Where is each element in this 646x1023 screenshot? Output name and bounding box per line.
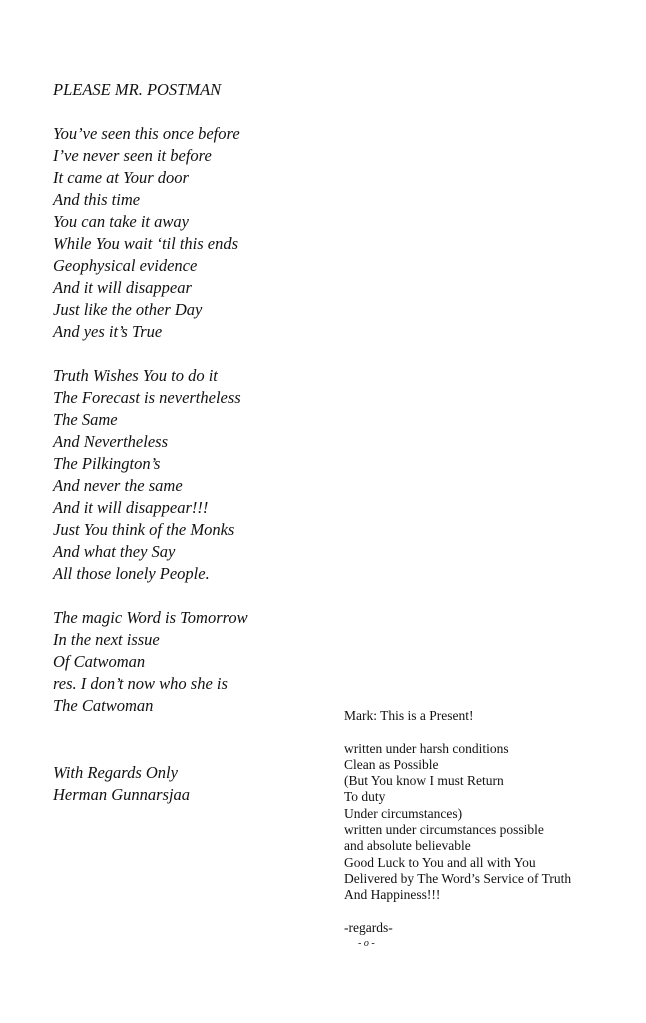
poem-line: Just You think of the Monks — [53, 520, 235, 539]
poem-line: Truth Wishes You to do it — [53, 366, 218, 385]
poem-line: In the next issue — [53, 630, 160, 649]
poem-title: PLEASE MR. POSTMAN — [53, 80, 222, 99]
poem-stanza-2 — [53, 365, 353, 585]
poem-line: The magic Word is Tomorrow — [53, 608, 248, 627]
poem-line: And yes it’s True — [53, 322, 163, 341]
poem-line: All those lonely People. — [53, 564, 210, 583]
note-line: written under circumstances possible — [344, 822, 544, 838]
poem-line: I’ve never seen it before — [53, 146, 212, 165]
note-line: Clean as Possible — [344, 756, 439, 772]
signoff-line: With Regards Only — [53, 763, 178, 782]
note-closing: -regards- — [344, 919, 393, 935]
poem-line: It came at Your door — [53, 168, 189, 187]
poem-line: The Same — [53, 410, 118, 429]
poem-line: You’ve seen this once before — [53, 124, 240, 143]
poem-stanza-1 — [53, 123, 353, 343]
poem-signoff — [53, 762, 190, 806]
note-heading: Mark: This is a Present! — [344, 708, 474, 723]
poem-line: The Forecast is nevertheless — [53, 388, 241, 407]
note-line: And Happiness!!! — [344, 887, 441, 903]
signoff-author: Herman Gunnarsjaa — [53, 785, 191, 804]
poem-line: And what they Say — [53, 542, 176, 561]
poem-line: Geophysical evidence — [53, 256, 198, 275]
note-line: Under circumstances) — [344, 805, 463, 821]
note-line: and absolute believable — [344, 838, 471, 854]
poem-line: Of Catwoman — [53, 652, 146, 671]
poem-line: And never the same — [53, 476, 183, 495]
note-line: Delivered by The Word’s Service of Truth — [344, 870, 572, 886]
note-spacer — [344, 904, 634, 920]
poem-line: And it will disappear!!! — [53, 498, 209, 517]
poem-line: The Catwoman — [53, 696, 154, 715]
poem-line: res. I don’t now who she is — [53, 674, 228, 693]
poem-line: You can take it away — [53, 212, 189, 231]
note-line: To duty — [344, 789, 386, 805]
note-line: (But You know I must Return — [344, 773, 504, 789]
poem-line: And Nevertheless — [53, 432, 169, 451]
poem — [53, 79, 353, 717]
page-mark: - o - — [358, 938, 375, 949]
note-line: written under harsh conditions — [344, 740, 509, 756]
poem-line: And it will disappear — [53, 278, 192, 297]
poem-line: The Pilkington’s — [53, 454, 161, 473]
poem-line: While You wait ‘til this ends — [53, 234, 239, 253]
poem-stanza-3 — [53, 607, 353, 717]
poem-line: Just like the other Day — [53, 300, 203, 319]
note-spacer — [344, 724, 634, 740]
dedication-note — [344, 708, 634, 936]
note-line: Good Luck to You and all with You — [344, 854, 536, 870]
poem-line: And this time — [53, 190, 141, 209]
